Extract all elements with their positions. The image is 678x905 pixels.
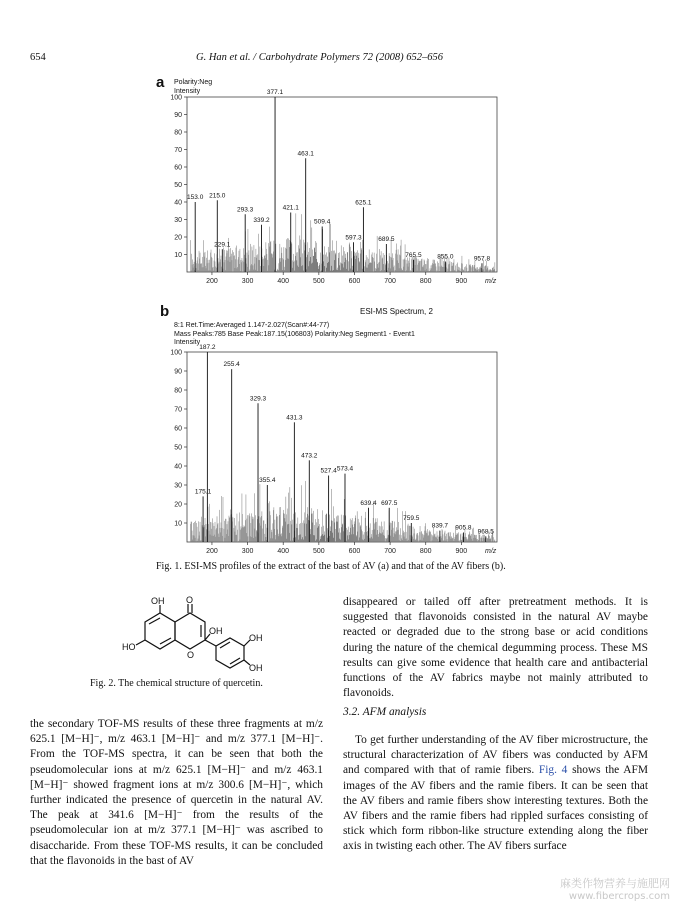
y-tick-label: 20 (174, 501, 182, 509)
right-column-text-2 (343, 733, 648, 855)
panel-a-label: a (156, 74, 165, 91)
x-tick-label: 200 (206, 548, 218, 555)
peak-label: 153.0 (187, 194, 204, 201)
atom-label: HO (122, 642, 136, 652)
peak-label: 839.7 (431, 522, 449, 530)
y-tick-label: 100 (170, 94, 182, 102)
peak-label: 759.5 (403, 515, 420, 522)
x-tick-label: 600 (348, 278, 361, 285)
paragraph-2-end: shows the AFM images of the AV fibers and the ramie fibers. It can be seen that the AV fibers and ramie fibers show interesting textures. Both the AV fibers and the ramie fibers had rippled surfaces consisting of stick which form ribbon-like structure extending along the fiber axis in twisting each other. The AV fibers surface (343, 764, 648, 853)
peak-label: 329.3 (249, 395, 267, 403)
y-tick-label: 90 (174, 112, 182, 119)
y-tick-label: 70 (174, 147, 182, 154)
x-axis-label: m/z (485, 548, 497, 555)
quercetin-structure (110, 595, 263, 673)
right-column-text (343, 595, 648, 701)
y-tick-label: 100 (170, 349, 182, 357)
atom-label: O (187, 650, 195, 660)
section-heading: 3.2. AFM analysis (343, 706, 427, 718)
atom-label: OH (249, 663, 263, 673)
y-tick-label: 40 (174, 463, 182, 471)
peak-label: 697.5 (381, 499, 398, 507)
x-tick-label: 300 (241, 548, 254, 555)
watermark-line-2: www.fibercrops.com (568, 891, 670, 902)
y-tick-label: 60 (174, 164, 182, 172)
panel-b-label: b (160, 303, 170, 320)
peak-label: 215.0 (209, 192, 226, 200)
watermark-line-1: 麻类作物营养与施肥网 (560, 877, 670, 890)
panel-b-info-line: Intensity (174, 339, 201, 346)
y-tick-label: 60 (174, 425, 182, 433)
x-axis-label: m/z (485, 278, 497, 285)
y-tick-label: 50 (174, 444, 182, 452)
x-tick-label: 400 (277, 278, 290, 285)
y-tick-label: 80 (174, 387, 182, 395)
y-tick-label: 40 (174, 199, 182, 207)
y-tick-label: 10 (174, 252, 182, 259)
x-tick-label: 400 (277, 548, 290, 555)
right-paragraph-1: disappeared or tailed off after pretreatment methods. It is suggested that flavonoids consisted in the natural AV maybe reacted or degraded due to the strong base or acid conditions during the nature of the chemical degumming process. These MS results can give some evidence that health care and antibacterial functions of the AV fabrics maybe not mainly attributed to flavonoids. (343, 596, 648, 700)
x-tick-label: 600 (348, 548, 361, 555)
peak-label: 855.0 (437, 253, 454, 261)
peak-label: 509.4 (314, 218, 331, 226)
peak-label: 377.1 (266, 89, 284, 96)
peak-label: 968.5 (477, 528, 494, 536)
y-tick-label: 20 (174, 234, 182, 242)
peak-label: 573.4 (336, 465, 354, 473)
x-tick-label: 800 (419, 278, 432, 285)
peak-label: 339.2 (253, 216, 270, 224)
panel-b-title: ESI-MS Spectrum, 2 (360, 307, 433, 316)
watermark (560, 875, 670, 902)
peak-label: 187.2 (199, 344, 216, 351)
fig-4-link[interactable]: Fig. 4 (538, 764, 568, 777)
x-tick-label: 700 (384, 278, 396, 285)
figure-2-caption: Fig. 2. The chemical structure of quercetin. (90, 678, 263, 689)
y-tick-label: 50 (174, 182, 182, 189)
atom-label: OH (209, 626, 223, 636)
y-tick-label: 30 (174, 217, 182, 224)
x-tick-label: 500 (312, 548, 325, 555)
x-tick-label: 300 (241, 278, 254, 285)
peak-label: 229.1 (214, 241, 231, 249)
peak-label: 175.1 (194, 488, 212, 496)
x-tick-label: 800 (419, 548, 432, 555)
peak-label: 463.1 (297, 150, 314, 158)
peak-label: 293.3 (237, 206, 254, 214)
panel-b-info-line: Mass Peaks:785 Base Peak:187.15(106803) Polarity:Neg Segment1 - Event1 (174, 330, 415, 338)
right-paragraph-2 (343, 733, 648, 855)
running-title: G. Han et al. / Carbohydrate Polymers 72 (2008) 652–656 (196, 52, 444, 63)
x-tick-label: 500 (312, 278, 325, 285)
paragraph-2-start: To get further understanding of the AV fiber microstructure, the structural characterization of AV fibers was conducted by AFM and compared with that of ramie fibers. (343, 734, 648, 777)
y-tick-label: 70 (174, 406, 182, 414)
x-tick-label: 900 (455, 548, 468, 555)
figure-1-caption: Fig. 1. ESI-MS profiles of the extract of the bast of AV (a) and that of the AV fibers (b). (156, 561, 506, 572)
y-tick-label: 80 (174, 129, 182, 137)
x-tick-label: 700 (384, 548, 396, 555)
y-tick-label: 10 (174, 520, 182, 528)
atom-label: O (186, 595, 194, 605)
peak-label: 255.4 (223, 361, 240, 369)
peak-label: 597.3 (345, 234, 362, 242)
left-paragraph: the secondary TOF-MS results of these three fragments at m/z 625.1 [M−H]⁻, m/z 463.1 [M−H]⁻ and m/z 377.1 [M−H]⁻. From the TOF-MS spectra, it can be seen that both the pseudomolecular ions at m/z 625.1 [M−H]⁻ and m/z 463.1 [M−H]⁻ showed fragment ions at m/z 300.6 [M−H]⁻, which further indicated the presence of quercetin in the natural AV. The peak at 341.6 [M−H]⁻ from the results of the pseudomolecular ion at m/z 377.1 [M−H]⁻ was ascribed to disaccharide. From these TOF-MS results, it can be concluded that the flavonoids in the bast of AV (30, 718, 323, 867)
noise-peaks (191, 481, 495, 542)
atom-label: OH (151, 596, 165, 606)
x-tick-label: 200 (206, 278, 218, 285)
left-column-text (30, 717, 323, 869)
x-tick-label: 900 (455, 278, 468, 285)
peak-label: 421.1 (282, 204, 299, 212)
peak-label: 431.3 (286, 414, 303, 422)
peak-label: 527.4 (320, 467, 337, 475)
y-tick-label: 90 (174, 368, 182, 376)
atom-label: OH (249, 633, 263, 643)
peak-label: 355.4 (259, 477, 276, 484)
panel-a-info-line: Polarity:Neg (174, 79, 213, 86)
panel-a-info-line: Intensity (174, 87, 201, 95)
peak-label: 473.2 (301, 452, 318, 460)
peak-label: 639.4 (360, 499, 377, 507)
page-number: 654 (30, 52, 46, 63)
peak-label: 689.5 (378, 236, 395, 243)
peak-label: 765.5 (405, 251, 422, 259)
y-tick-label: 30 (174, 482, 182, 490)
plot-frame (187, 352, 497, 542)
panel-b-info-line: 8:1 Ret.Time:Averaged 1.147-2.027(Scan#:44-77) (174, 322, 330, 329)
peak-label: 905.8 (455, 524, 472, 532)
peak-label: 957.8 (473, 255, 491, 263)
peak-label: 625.1 (355, 199, 372, 207)
